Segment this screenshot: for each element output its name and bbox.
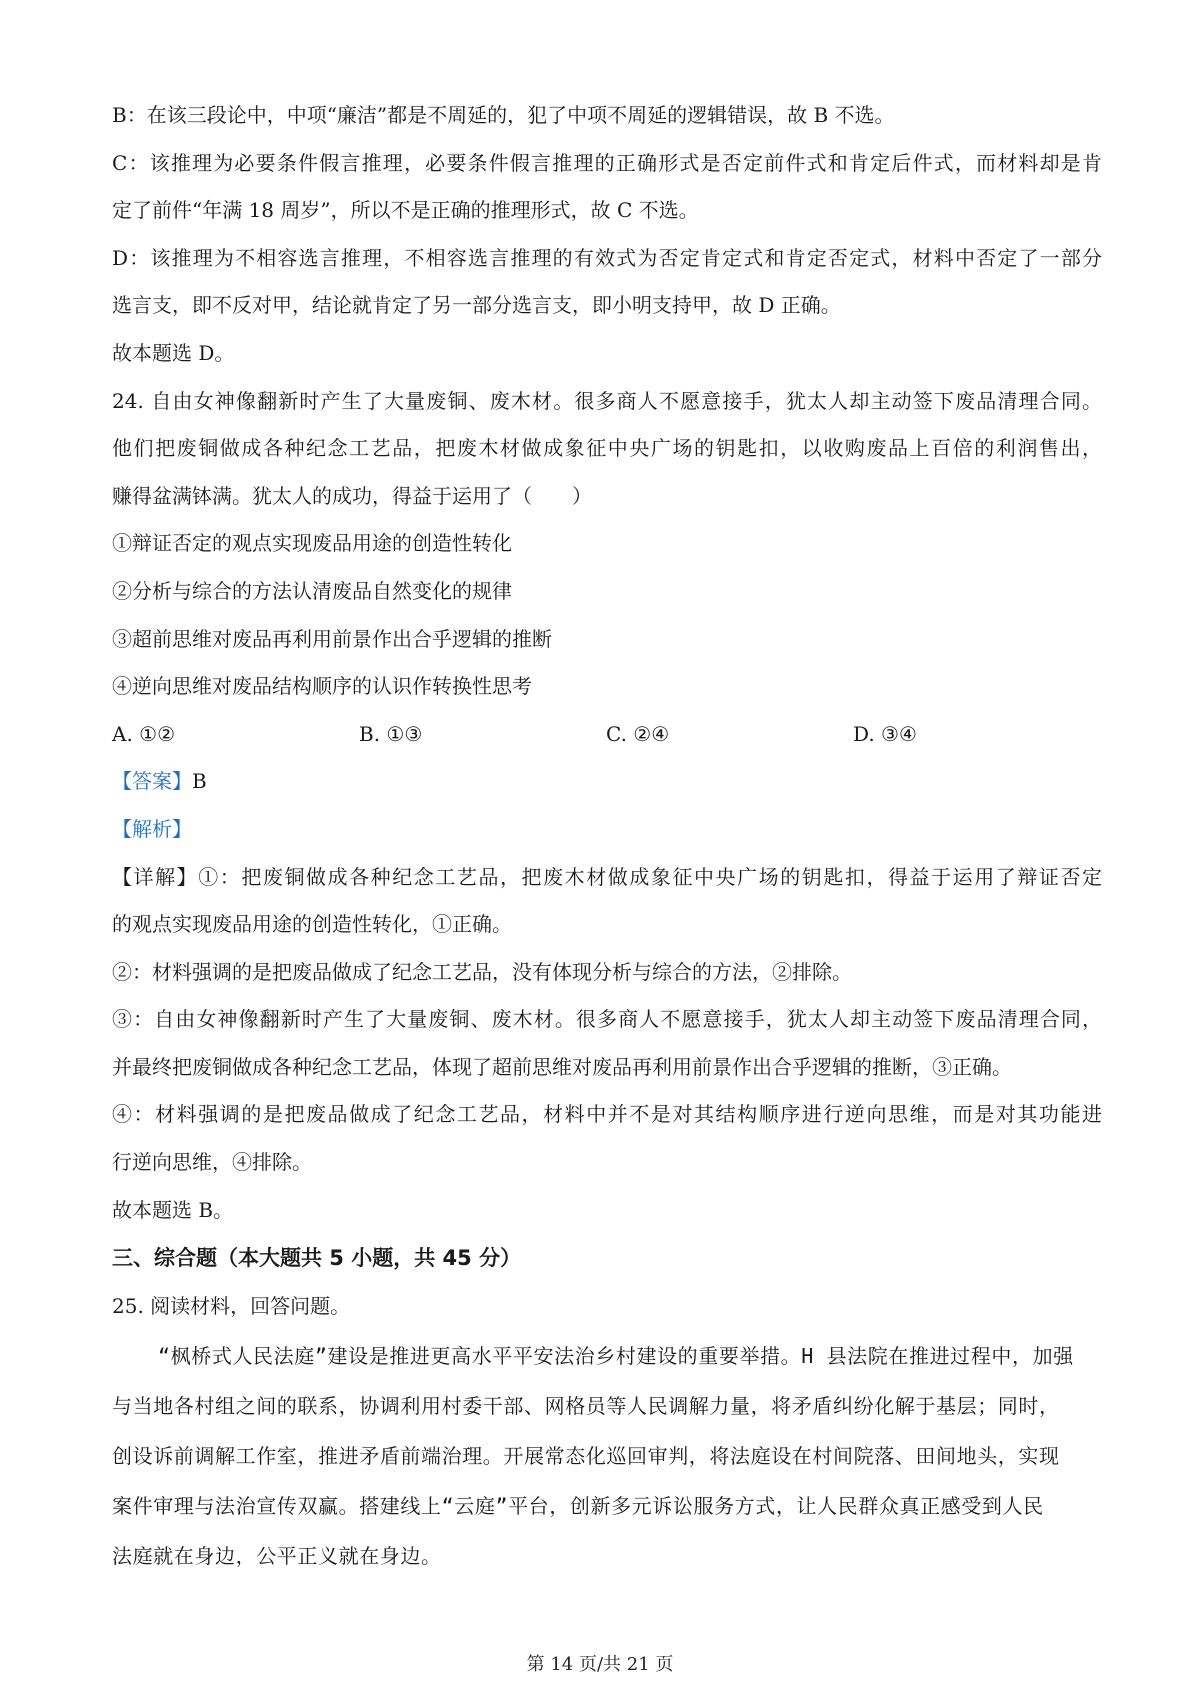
q24-option-d: D. ③④ xyxy=(853,721,917,746)
q24-stem-line3: 赚得盆满钵满。犹太人的成功，得益于运用了（ ） xyxy=(112,483,592,508)
section-3-title: 三、综合题（本大题共 5 小题，共 45 分） xyxy=(112,1246,522,1271)
q24-detail-4-line1: ④：材料强调的是把废品做成了纪念工艺品，材料中并不是对其结构顺序进行逆向思维，而是对其功能进 xyxy=(112,1102,1102,1127)
answer-value: B xyxy=(192,769,207,794)
analysis-conclusion: 故本题选 D。 xyxy=(112,340,235,365)
q24-stem-line1: 24. 自由女神像翻新时产生了大量废铜、废木材。很多商人不愿意接手，犹太人却主动签下废品清理合同。 xyxy=(112,388,1102,413)
analysis-label: 【解析】 xyxy=(112,816,192,841)
q24-item-2: ②分析与综合的方法认清废品自然变化的规律 xyxy=(112,578,512,603)
q25-material-line2: 与当地各村组之间的联系，协调利用村委干部、网格员等人民调解力量，将矛盾纠纷化解于基层；同时， xyxy=(112,1393,1060,1418)
q25-stem: 25. 阅读材料，回答问题。 xyxy=(112,1294,351,1319)
q24-item-1: ①辩证否定的观点实现废品用途的创造性转化 xyxy=(112,531,512,556)
analysis-option-d-line2: 选言支，即不反对甲，结论就肯定了另一部分选言支，即小明支持甲，故 D 正确。 xyxy=(112,293,841,318)
analysis-option-b: B：在该三段论中，中项“廉洁”都是不周延的，犯了中项不周延的逻辑错误，故 B 不选。 xyxy=(112,103,895,127)
q25-material-line1: “枫桥式人民法庭”建设是推进更高水平平安法治乡村建设的重要举措。H 县法院在推进过程中，加强 xyxy=(158,1343,1074,1368)
q25-material-line5: 法庭就在身边，公平正义就在身边。 xyxy=(112,1543,442,1568)
document-page xyxy=(112,92,1102,1581)
q25-material-line4: 案件审理与法治宣传双赢。搭建线上“云庭”平台，创新多元诉讼服务方式，让人民群众真正感受到人民 xyxy=(112,1493,1044,1518)
answer-label: 【答案】 xyxy=(112,769,192,794)
analysis-option-c-line2: 定了前件“年满 18 周岁”，所以不是正确的推理形式，故 C 不选。 xyxy=(112,198,699,223)
q24-option-c: C. ②④ xyxy=(606,721,670,746)
q24-answer xyxy=(112,758,1102,806)
analysis-option-d-line1: D：该推理为不相容选言推理，不相容选言推理的有效式为否定肯定式和肯定否定式，材料中否定了一部分 xyxy=(112,245,1102,270)
q24-detail-2: ②：材料强调的是把废品做成了纪念工艺品，没有体现分析与综合的方法，②排除。 xyxy=(112,959,852,984)
q24-options xyxy=(112,711,1102,759)
q25-material xyxy=(112,1331,1102,1581)
q24-item-3: ③超前思维对废品再利用前景作出合乎逻辑的推断 xyxy=(112,626,552,651)
q24-detail-3-line2: 并最终把废铜做成各种纪念工艺品，体现了超前思维对废品再利用前景作出合乎逻辑的推断，③正确。 xyxy=(112,1054,1012,1079)
q24-conclusion: 故本题选 B。 xyxy=(112,1197,234,1222)
q24-detail-1-line1: 【详解】①：把废铜做成各种纪念工艺品，把废木材做成象征中央广场的钥匙扣，得益于运用了辩证否定 xyxy=(112,864,1102,889)
analysis-option-c-line1: C：该推理为必要条件假言推理，必要条件假言推理的正确形式是否定前件式和肯定后件式，而材料却是肯 xyxy=(112,150,1102,175)
q24-option-b: B. ①③ xyxy=(359,721,423,746)
page-footer: 第 14 页/共 21 页 xyxy=(526,1654,674,1675)
q24-detail-1-line2: 的观点实现废品用途的创造性转化，①正确。 xyxy=(112,912,512,937)
q24-detail-4-line2: 行逆向思维，④排除。 xyxy=(112,1150,312,1175)
q25-material-line3: 创设诉前调解工作室，推进矛盾前端治理。开展常态化巡回审判，将法庭设在村间院落、田间地头，实现 xyxy=(112,1443,1060,1468)
q24-stem-line2: 他们把废铜做成各种纪念工艺品，把废木材做成象征中央广场的钥匙扣，以收购废品上百倍的利润售出， xyxy=(112,436,1102,461)
q24-detail-3-line1: ③：自由女神像翻新时产生了大量废铜、废木材。很多商人不愿意接手，犹太人却主动签下废品清理合同， xyxy=(112,1007,1102,1032)
q24-option-a: A. ①② xyxy=(112,721,176,746)
q24-item-4: ④逆向思维对废品结构顺序的认识作转换性思考 xyxy=(112,674,532,699)
